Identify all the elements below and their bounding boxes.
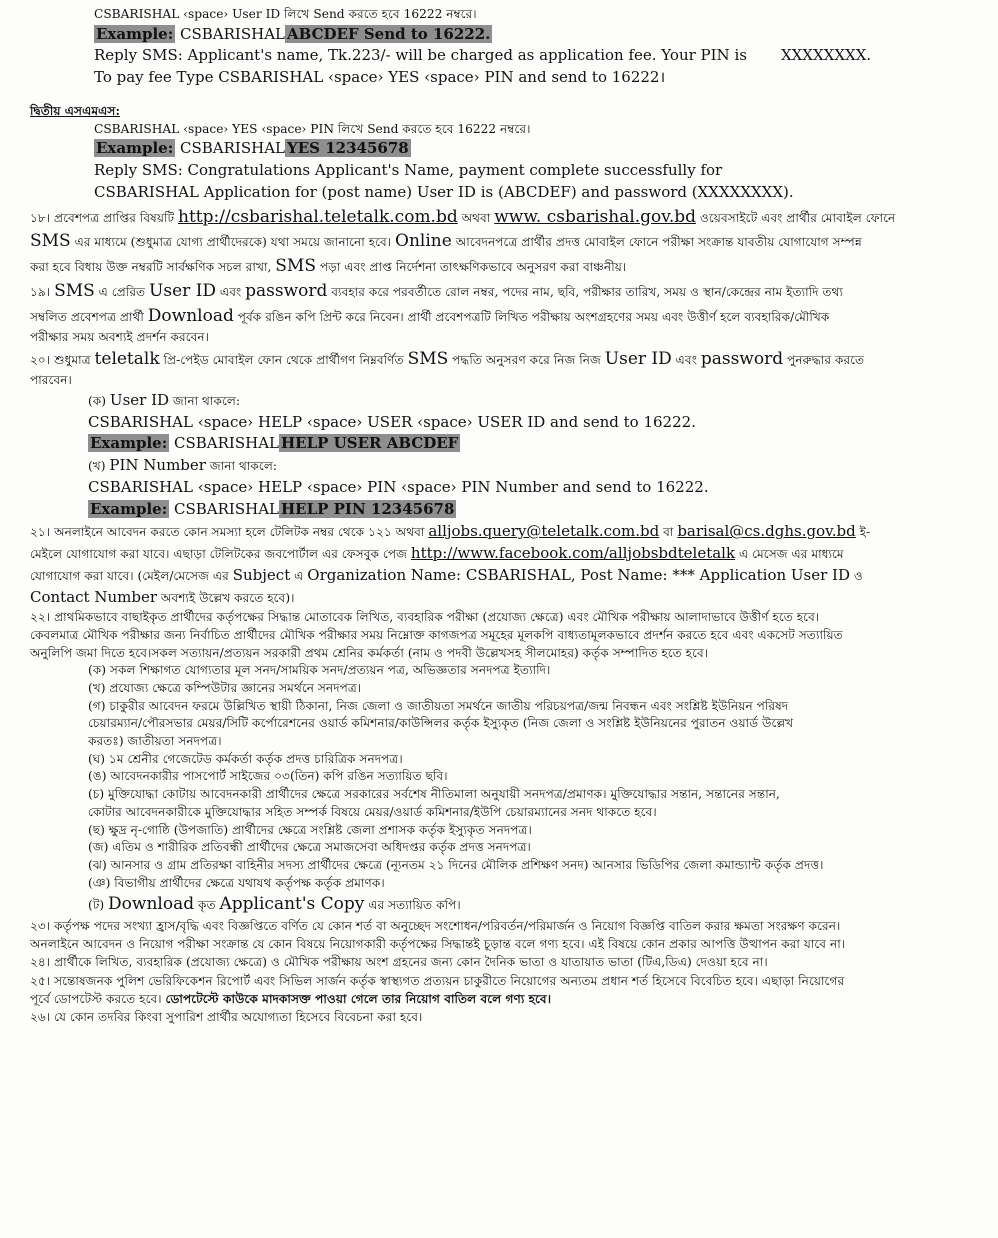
p21-text-l4b: অবশ্যই উল্লেখ করতে হবে)।: [160, 590, 295, 605]
p23-line2: অনলাইনে আবেদন ও নিয়োগ পরীক্ষা সংক্রান্ত যে কোন বিষয়ে নিয়োগকারী কর্তৃপক্ষের সিদ্ধান্তই চূড়ান্ত বলে গণ্য হবে। এই বিষয়ে কোন প্রকার আপত্তি উত্থাপন করা যাবে না।: [30, 936, 846, 951]
list-item: (গ) চাকুরীর আবেদন ফরমে উল্লিখিত স্থায়ী ঠিকানা, নিজ জেলা ও জাতীয়তা সমর্থনে জাতীয় পরিচয়পত্র/জন্ম নিবন্ধন এবং সংশ্লিষ্ট ইউনিয়ন পরিষদ: [88, 698, 789, 713]
sms2-block: [94, 121, 988, 204]
list-item: (ঘ) ১ম শ্রেনীর গেজেটেড কর্মকর্তা কর্তৃক প্রদত্ত চারিত্রিক সনদপত্র।: [88, 751, 403, 766]
p20-password: password: [700, 349, 784, 370]
p18-sms2: SMS: [275, 255, 316, 276]
p21-text-l3e: ও: [853, 568, 863, 583]
p19-text-c: এ প্রেরিত: [98, 285, 146, 300]
p20-text-i: পুনরুদ্ধার করতে: [786, 353, 865, 368]
ka-userid: User ID: [109, 390, 170, 409]
p18-sms: SMS: [30, 231, 71, 252]
p21-text-l3c: এ: [294, 568, 304, 583]
list-item: (জ) এতিম ও শারীরিক প্রতিবন্ধী প্রার্থীদের ক্ষেত্রে সমাজসেবা অধিদপ্তর কর্তৃক প্রদত্ত সনদপত্র।: [88, 840, 531, 855]
p19-sms: SMS: [54, 281, 95, 302]
list-item: (ঝ) আনসার ও গ্রাম প্রতিরক্ষা বাহিনীর সদস্য প্রার্থীদের ক্ষেত্রে (ন্যূনতম ২১ দিনের মৌলিক প্রশিক্ষণ সনদ) আনসার ভিডিপির জেলা কমান্ড্যান্ট কর্তৃক প্রদত্ত।: [88, 857, 824, 872]
reply-pin: XXXXXXXX.: [780, 46, 872, 65]
example-prefix: CSBARISHAL: [180, 24, 285, 43]
p19-text-l2a: সম্বলিত প্রবেশপত্র প্রার্থী: [30, 310, 144, 325]
para-21: [30, 521, 988, 608]
list-item: [88, 892, 988, 917]
p21-subject: Subject: [232, 565, 291, 584]
para-26: [30, 1009, 988, 1027]
reply-text: Reply SMS: Applicant's name, Tk.223/- will be charged as application fee. Your PIN is: [94, 46, 747, 65]
para-23: [30, 918, 988, 953]
p20-userid: User ID: [604, 349, 672, 370]
p19-text-e: এবং: [219, 285, 242, 300]
p18-text-c: ওয়েবসাইটে এবং প্রার্থীর মোবাইল ফোনে: [699, 210, 896, 225]
p26-line1: ২৬। যে কোন তদবির কিংবা সুপারিশ প্রার্থীর অযোগ্যতা হিসেবে বিবেচনা করা হবে।: [30, 1010, 423, 1025]
p18-text-b: অথবা: [461, 210, 491, 225]
sms1-block: [94, 6, 988, 89]
kha-command: CSBARISHAL ‹space› HELP ‹space› PIN ‹space› PIN Number and send to 16222.: [88, 477, 709, 496]
p21-text-c: ই-: [859, 525, 871, 540]
p22-line2: কেবলমাত্র মৌখিক পরীক্ষার জন্য নির্বাচিত প্রার্থীদের মৌখিক পরীক্ষার সময় নিম্নোক্ত কাগজপত্র সমূহের মূলকপি বাধ্যতামূলকভাবে প্রদর্শন করতে হবে এবং একসেট সত্যায়িত: [30, 627, 843, 642]
example-prefix: CSBARISHAL: [180, 139, 285, 158]
teletalk-link[interactable]: http://csbarishal.teletalk.com.bd: [178, 206, 458, 227]
sms1-reply1: [94, 45, 988, 67]
p25-bold-warning: ডোপটেস্টে কাউকে মাদকাসক্ত পাওয়া গেলে তার নিয়োগ বাতিল বলে গণ্য হবে।: [165, 991, 552, 1006]
sms2-reply1: Reply SMS: Congratulations Applicant's Name, payment complete successfully for: [94, 161, 723, 180]
p19-download: Download: [147, 306, 234, 327]
kha-pin: PIN Number: [109, 456, 206, 475]
p21-text-l2b: এ মেসেজ এর মাধ্যমে: [738, 547, 844, 562]
para-24: [30, 954, 988, 972]
para-22: [30, 609, 988, 917]
ka-label: (ক): [88, 393, 107, 408]
p23-line1: ২৩। কর্তৃপক্ষ পদের সংখ্যা হ্রাস/বৃদ্ধি এবং বিজ্ঞপ্তিতে বর্ণিত যে কোন শর্ত বা অনুচ্ছেদ সংশোধন/পরিবর্তন/পরিমার্জন ও নিয়োগ বিজ্ঞপ্তি বাতিল করার ক্ষমতা সংরক্ষণ করেন।: [30, 918, 841, 933]
list-item: (ঞ) বিভাগীয় প্রার্থীদের ক্ষেত্রে যথাযথ কর্তৃপক্ষ কর্তৃক প্রমাণক।: [88, 875, 385, 890]
p25-line1: ২৫। সন্তোষজনক পুলিশ ভেরিফিকেশন রিপোর্ট এবং সিভিল সার্জন কর্তৃক স্বাস্থ্যগত প্রত্যয়ন চাকুরীতে নিয়োগের অন্যতম প্রধান শর্ত হিসেবে বিবেচিত হবে। এছাড়া নিয়োগের: [30, 973, 845, 988]
example-value: HELP USER ABCDEF: [281, 434, 459, 453]
para-25: [30, 973, 988, 1008]
p22-line3: অনুলিপি জমা দিতে হবে।সকল সত্যায়ন/প্রত্যয়ন সরকারী প্রথম শ্রেনির কর্মকর্তা (নাম ও পদবী উল্লেখসহ সীলমোহর) কর্তৃক সম্পাদিত হতে হবে।: [30, 645, 709, 660]
para-18: [30, 205, 988, 279]
list-item: (ক) সকল শিক্ষাগত যোগ্যতার মূল সনদ/সাময়িক সনদ/প্রত্যয়ন পত্র, অভিজ্ঞতার সনদপত্র ইত্যাদি।: [88, 663, 551, 678]
kha-example: [88, 499, 988, 521]
ka-command: CSBARISHAL ‹space› HELP ‹space› USER ‹space› USER ID and send to 16222.: [88, 412, 696, 431]
para-20: [30, 347, 988, 520]
ka-example: [88, 433, 988, 455]
example-label: Example:: [90, 434, 168, 453]
sms2-example: [94, 138, 988, 160]
list-item: (ছ) ক্ষুদ্র নৃ-গোষ্ঠি (উপজাতি) প্রার্থীদের ক্ষেত্রে সংশ্লিষ্ট জেলা প্রশাসক কর্তৃক ইস্যুকৃত সনদপত্র।: [88, 822, 532, 837]
ka-text: জানা থাকলে:: [172, 393, 241, 408]
sms2-line1: CSBARISHAL ‹space› YES ‹space› PIN লিখে Send করতে হবে 16222 নম্বরে।: [94, 121, 531, 136]
teletalk-email-link[interactable]: alljobs.query@teletalk.com.bd: [428, 522, 660, 541]
p21-text-l2a: মেইলে যোগাযোগ করা যাবে। এছাড়া টেলিটকের জবপোর্টাল এর ফেসবুক পেজ: [30, 547, 408, 562]
ta-text-e: এর সত্যায়িত কপি।: [368, 898, 461, 913]
p20-teletalk: teletalk: [94, 349, 160, 370]
example-label: Example:: [96, 139, 174, 158]
p20-text-g: এবং: [675, 353, 697, 368]
list-item: (ঙ) আবেদনকারীর পাসপোর্ট সাইজের ০৩(তিন) কপি রঙিন সত্যায়িত ছবি।: [88, 769, 448, 784]
p21-org: Organization Name: CSBARISHAL, Post Name: *** Application User ID: [307, 565, 851, 584]
p18-text-l3a: করা হবে বিধায় উক্ত নম্বরটি সার্বক্ষণিক সচল রাখা,: [30, 259, 272, 274]
list-item: (খ) প্রযোজ্য ক্ষেত্রে কম্পিউটার জ্ঞানের সমর্থনে সনদপত্র।: [88, 681, 362, 696]
example-prefix: CSBARISHAL: [174, 434, 279, 453]
ta-label: (ট): [88, 898, 105, 913]
p20-text-c: প্রি-পেইড মোবাইল ফোন থেকে প্রার্থীগণ নিম্নবর্ণিত: [163, 353, 404, 368]
ta-applicant-copy: Applicant's Copy: [219, 894, 365, 915]
list-item: কোটার আবেদনকারীকে মুক্তিযোদ্ধার সহিত সম্পর্ক বিষয়ে মেয়র/ওয়ার্ড কমিশনার/ইউপি চেয়ারম্যানের সনদ থাকতে হবে।: [88, 804, 657, 819]
list-item: করতঃ) জাতীয়তা সনদপত্র।: [88, 734, 222, 749]
facebook-link[interactable]: http://www.facebook.com/alljobsbdteletalk: [410, 544, 736, 563]
p19-userid: User ID: [149, 281, 217, 302]
example-prefix: CSBARISHAL: [174, 499, 279, 518]
p25-text-l2a: পূর্বে ডোপটেস্ট করতে হবে।: [30, 991, 162, 1006]
dghs-email-link[interactable]: barisal@cs.dghs.gov.bd: [677, 522, 856, 541]
p19-line3: পরীক্ষার সময় অবশ্যই প্রদর্শন করবেন।: [30, 329, 210, 344]
list-item: (চ) মুক্তিযোদ্ধা কোটায় আবেদনকারী প্রার্থীদের ক্ষেত্রে সরকারের সর্বশেষ নীতিমালা অনুযায়ী সনদপত্র/প্রমাণক। মুক্তিযোদ্ধার সন্তান, সন্তানের সন্তান,: [88, 787, 780, 802]
p19-num: ১৯।: [30, 285, 51, 300]
p20-text-e: পদ্ধতি অনুসরণ করে নিজ নিজ: [452, 353, 601, 368]
kha-label: (খ): [88, 459, 106, 474]
p18-text-l2b: এর মাধ্যমে (শুধুমাত্র যোগ্য প্রার্থীদেরকে) যথা সময়ে জানানো হবে।: [74, 235, 392, 250]
p22-list: [88, 662, 988, 917]
list-item: চেয়ারম্যান/পৌরসভার মেয়র/সিটি কর্পোরেশনের ওয়ার্ড কমিশনার/কাউন্সিলর কর্তৃক ইস্যুকৃত (নিজ জেলা ও সংশ্লিষ্ট ইউনিয়নের পুরাতন ওয়ার্ড উল্লেখ: [88, 716, 794, 731]
ta-download: Download: [108, 894, 195, 915]
example-value: HELP PIN 12345678: [281, 499, 455, 518]
p24-line1: ২৪। প্রার্থীকে লিখিত, ব্যবহারিক (প্রযোজ্য ক্ষেত্রে) ও মৌখিক পরীক্ষায় অংশ গ্রহনের জন্য কোন দৈনিক ভাতা ও যাতায়াত ভাতা (টিএ,ডিএ) দেওয়া হবে না।: [30, 955, 768, 970]
example-value: YES 12345678: [287, 139, 409, 158]
p21-text-l3a: যোগাযোগ করা যাবে। (মেইল/মেসেজ এর: [30, 568, 229, 583]
p21-text-b: বা: [663, 525, 674, 540]
p19-text-g: ব্যবহার করে পরবর্তীতে রোল নম্বর, পদের নাম, ছবি, পরীক্ষার তারিখ, সময় ও স্থান/কেন্দ্রের নাম ইত্যাদি তথ্য: [331, 285, 844, 300]
sms2-reply2: CSBARISHAL Application for (post name) User ID is (ABCDEF) and password (XXXXXXXX).: [94, 182, 794, 201]
example-label: Example:: [90, 499, 168, 518]
sms1-example: [94, 24, 988, 46]
p20-text-a: ২০। শুধুমাত্র: [30, 353, 91, 368]
sms1-reply2: To pay fee Type CSBARISHAL ‹space› YES ‹space› PIN and send to 16222।: [94, 68, 666, 87]
p21-contact: Contact Number: [30, 587, 157, 606]
kha-text: জানা থাকলে:: [209, 459, 278, 474]
p19-password: password: [245, 281, 328, 302]
para-19: [30, 279, 988, 346]
example-value: ABCDEF Send to 16222.: [287, 24, 491, 43]
p22-line1: ২২। প্রাথমিকভাবে বাছাইকৃত প্রার্থীদের কর্তৃপক্ষের সিদ্ধান্ত মোতাবেক লিখিত, ব্যবহারিক পরীক্ষা (প্রযোজ্য ক্ষেত্রে) এবং মৌখিক পরীক্ষায় আলাদাভাবে উত্তীর্ণ হতে হবে।: [30, 610, 820, 625]
p20-subblock: [88, 390, 988, 521]
p18-text-a: ১৮। প্রবেশপত্র প্রাপ্তির বিষয়টি: [30, 210, 175, 225]
sms2-heading: দ্বিতীয় এসএমএস:: [30, 103, 120, 118]
gov-link[interactable]: www. csbarishal.gov.bd: [494, 206, 697, 227]
p19-text-l2c: পূর্বক রঙিন কপি প্রিন্ট করে নিবেন। প্রার্থী প্রবেশপত্রটি লিখিত পরীক্ষায় অংশগ্রহণের সময় এবং উত্তীর্ণ হলে ব্যবহারিক/মৌখিক: [237, 310, 830, 325]
p21-text-a: ২১। অনলাইনে আবেদন করতে কোন সমস্যা হলে টেলিটক নম্বর থেকে ১২১ অথবা: [30, 525, 425, 540]
p20-line2: পারবেন।: [30, 373, 72, 388]
p18-online: Online: [395, 231, 452, 252]
p18-text-l2d: আবেদনপত্রে প্রার্থীর প্রদত্ত মোবাইল ফোনে পরীক্ষা সংক্রান্ত যাবতীয় যোগাযোগ সম্পন্ন: [455, 235, 862, 250]
sms1-line1: CSBARISHAL ‹space› User ID লিখে Send করতে হবে 16222 নম্বরে।: [94, 7, 477, 21]
p18-text-l3c: পড়া এবং প্রাপ্ত নির্দেশনা তাৎক্ষণিকভাবে অনুসরণ করা বাঞ্চনীয়।: [319, 259, 627, 274]
example-label: Example:: [96, 24, 174, 43]
ta-text-c: কৃত: [197, 898, 216, 913]
p20-sms: SMS: [407, 349, 449, 370]
